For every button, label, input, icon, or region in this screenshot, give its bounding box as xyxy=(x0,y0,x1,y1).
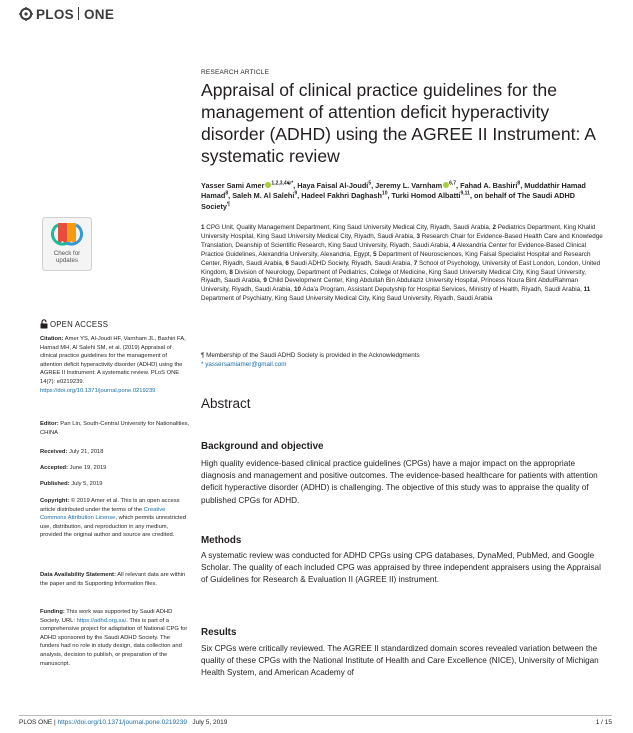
open-lock-icon xyxy=(40,319,48,329)
page-footer xyxy=(19,719,227,726)
author-separator: , xyxy=(371,181,376,190)
affiliation-text: School of Psychology, University of East London, London, United Kingdom, xyxy=(201,259,601,276)
author-entry xyxy=(392,191,474,200)
published-label: Published: xyxy=(40,481,70,487)
author-entry xyxy=(201,181,297,190)
methods-heading: Methods xyxy=(201,535,242,546)
affiliation-text: Pediatrics Department, King Khalid University Hospital, King Saud University Medical City, Riyadh, Saudi Arabia, xyxy=(201,224,596,240)
funding-label: Funding: xyxy=(40,609,65,615)
author-affiliation-marks: 6,7 xyxy=(449,180,457,187)
affiliation-text: Research Chair for Evidence-Based Health Care and Knowledge Translation, Deanship of Scientific Research, King Saud University, Riyadh, Saudi Arabia, xyxy=(201,232,603,249)
affiliation-text: Alexandria Center for Evidence-Based Clinical Practice Guidelines, Alexandria University, Alexandria, Egypt, xyxy=(201,241,587,258)
affiliation-text: Department of Psychiatry, King Saud University Medical City, King Saud University, Riyadh, Saudi Arabia xyxy=(201,295,493,303)
author-affiliation-marks: 5 xyxy=(368,180,372,187)
check-for-updates-line1: Check for xyxy=(53,250,81,257)
author-name[interactable]: Hadeel Fakhri Daghash xyxy=(301,191,382,201)
author-name[interactable]: Haya Faisal Al-Joudi xyxy=(297,181,369,190)
author-notes xyxy=(201,352,603,369)
author-separator: , xyxy=(469,191,474,201)
affiliation-text: CPG Unit, Quality Management Department, King Saud University Medical City, Riyadh, Saudi Arabia, xyxy=(206,224,493,231)
published-date: July 5, 2019 xyxy=(69,481,103,487)
citation-text: Amer YS, Al-Joudi HF, Varnham JL, Bashiri FA, Hamad MH, Al Salehi SM, et al. (2019) Appraisal of clinical practice guidelines for the management of attention deficit hyperactivity disorder (ADHD) using the AGREE II Instrument: A systematic review. PLoS ONE 14(7): e0219239. xyxy=(40,336,186,385)
author-separator: , xyxy=(387,191,392,201)
page-number: 1 / 15 xyxy=(595,719,612,726)
background-text: High quality evidence-based clinical practice guidelines (CPGs) have a major impact on the appropriate diagnosis and management and positive outcomes. The evidence-based healthcare for patients with attention deficit hyperactive disorder (ADHD) is challenging. The objective of this study was to appraise the quality of published CPGs for ADHD. xyxy=(201,459,598,505)
affiliation-number: 6 xyxy=(285,259,289,267)
footer-divider xyxy=(19,715,612,716)
copyright-text-end: , which permits unrestricted use, distribution, and reproduction in any medium, provided the original author and source are credited. xyxy=(40,515,186,539)
citation-doi-link[interactable]: https://doi.org/10.1371/journal.pone.0219239 xyxy=(40,387,156,394)
affiliation-number: 10 xyxy=(293,286,301,294)
copyright-label: Copyright: xyxy=(40,498,70,504)
citation-label: Citation: xyxy=(40,336,64,342)
accepted-label: Accepted: xyxy=(40,465,69,471)
author-name[interactable]: Turki Homod Albatti xyxy=(391,191,461,201)
author-entry xyxy=(301,191,391,200)
open-access-label: OPEN ACCESS xyxy=(50,319,109,329)
funding-text-end: . This is part of a comprehensive project for adaptation of National CPG for ADHD sponsored by the Saudi ADHD Society. The funders had no role in study design, data collection and analysis, decision to publish, or preparation of the manuscript. xyxy=(40,617,188,667)
author-separator: , xyxy=(293,181,298,190)
logo-plos: PLOS xyxy=(36,6,74,22)
citation-block xyxy=(40,335,190,395)
affiliation-number: 8 xyxy=(229,268,233,276)
received-block xyxy=(40,448,190,457)
author-name[interactable]: Fahad A. Bashiri xyxy=(460,181,518,190)
author-affiliation-marks: 1,2,3,4☯* xyxy=(271,180,294,187)
affiliation-entry xyxy=(285,260,413,267)
funding-url-link[interactable]: https://adhd.org.sa/ xyxy=(76,617,127,624)
article-type: RESEARCH ARTICLE xyxy=(201,69,270,76)
editor-text: Pan Lin, South-Central University for Nationalities, CHINA xyxy=(40,421,190,436)
editor-label: Editor: xyxy=(40,421,59,427)
author-affiliation-marks: 8 xyxy=(225,190,229,197)
methods-text: A systematic review was conducted for ADHD CPGs using CPG databases, DynaMed, PubMed, and Google Scholar. The quality of each included CPG was appraised by three independent appraisers using the Appraisal of Guidelines for Research & Evaluation II (AGREE II) instrument. xyxy=(201,551,601,585)
author-name[interactable]: Muddathir Hamad Hamad xyxy=(201,181,586,201)
author-separator: , xyxy=(456,181,461,190)
open-access-badge xyxy=(40,319,108,329)
affiliation-number: 2 xyxy=(492,224,496,231)
author-entry xyxy=(375,181,460,190)
editor-block xyxy=(40,420,190,437)
affiliation-text: Department of Neurosciences, King Faisal Specialist Hospital and Research Center, Riyadh, Saudi Arabia, xyxy=(201,250,591,267)
funding-text: This work was supported by Saudi ADHD Society. URL: xyxy=(40,609,173,624)
author-affiliation-marks: 9,11 xyxy=(460,190,470,197)
author-separator: , xyxy=(297,191,302,201)
data-availability-text: All relevant data are within the paper and its Supporting Information files. xyxy=(40,572,186,587)
copyright-block xyxy=(40,497,190,540)
results-text: Six CPGs were critically reviewed. The AGREE II standardized domain scores revealed variation between the quality of these CPGs with the National Institute of Health and Care Excellence (NICE), University of Michigan Health System, and American Academy of xyxy=(201,644,599,678)
author-name[interactable]: on behalf of The Saudi ADHD Society xyxy=(201,191,576,211)
logo-one: ONE xyxy=(83,6,115,22)
footer-separator: | xyxy=(52,719,58,726)
background-heading: Background and objective xyxy=(201,441,324,452)
author-affiliation-marks: 8 xyxy=(517,180,521,187)
accepted-block xyxy=(40,464,190,473)
corresponding-email[interactable]: * yassersamiamer@gmail.com xyxy=(201,360,287,368)
footer-doi-link[interactable]: https://doi.org/10.1371/journal.pone.0219239 xyxy=(57,719,187,726)
data-availability-label: Data Availability Statement: xyxy=(40,572,116,578)
affiliation-text: Saudi ADHD Society, Riyadh, Saudi Arabia, xyxy=(290,259,414,267)
affiliation-number: 3 xyxy=(416,232,420,240)
affiliation-text: Ada'a Program, Assistant Deputyship for Hospital Services, Ministry of Health, Riyadh, Saudi Arabia, xyxy=(302,286,584,294)
footer-journal: PLOS ONE xyxy=(19,719,53,726)
check-for-updates-line2: updates xyxy=(55,257,79,264)
affiliation-number: 9 xyxy=(263,277,267,285)
logo-divider xyxy=(78,7,79,20)
affiliation-number: 11 xyxy=(583,286,591,294)
author-affiliation-marks: 10 xyxy=(381,190,388,197)
plos-one-logo[interactable] xyxy=(19,5,114,23)
author-list xyxy=(201,181,601,212)
author-separator: , xyxy=(520,181,525,190)
results-heading: Results xyxy=(201,627,237,638)
abstract-heading: Abstract xyxy=(201,396,251,411)
author-name[interactable]: Yasser Sami Amer xyxy=(201,181,265,190)
check-for-updates-label xyxy=(42,250,92,264)
affiliation-number: 5 xyxy=(373,250,377,258)
author-entry xyxy=(460,181,524,190)
author-name[interactable]: Jeremy L. Varnham xyxy=(375,181,443,190)
author-name[interactable]: Saleh M. Al Salehi xyxy=(232,191,295,201)
affiliation-entry xyxy=(294,286,584,293)
author-separator: , xyxy=(228,191,233,201)
funding-block xyxy=(40,608,190,668)
data-availability-block xyxy=(40,571,190,588)
published-block xyxy=(40,480,190,489)
accepted-date: June 19, 2019 xyxy=(68,465,107,471)
copyright-text: © 2019 Amer et al. This is an open access article distributed under the terms of the xyxy=(40,498,180,513)
author-entry xyxy=(297,181,375,190)
author-entry xyxy=(232,191,301,200)
affiliation-text: Child Development Center, King Abdullah Bin Abdulaziz University Hospital, Princess Noura Bint AbdulRahman University, Riyadh, Saudi Arabia, xyxy=(201,277,578,294)
orcid-icon[interactable] xyxy=(443,182,449,188)
membership-note: ¶ Membership of the Saudi ADHD Society is provided in the Acknowledgments xyxy=(201,352,420,359)
footer-date: July 5, 2019 xyxy=(192,719,228,726)
affiliation-number: 1 xyxy=(201,224,205,231)
plos-logo-icon xyxy=(19,7,33,21)
article-title: Appraisal of clinical practice guidelines for the management of attention deficit hyperactivity disorder (ADHD) using the AGREE II Instrument: A systematic review xyxy=(201,80,596,166)
author-affiliation-marks: 9 xyxy=(294,190,298,197)
author-affiliation-marks: ¶ xyxy=(226,201,230,208)
affiliations xyxy=(201,224,603,304)
received-date: July 21, 2018 xyxy=(67,449,104,455)
affiliation-entry xyxy=(201,224,492,231)
received-label: Received: xyxy=(40,449,68,455)
affiliation-number: 7 xyxy=(413,259,418,267)
affiliation-text: Division of Neurology, Department of Pediatrics, College of Medicine, King Saud University Medical City, King Saud University, Riyadh, Saudi Arabia, xyxy=(201,268,587,285)
license-link[interactable]: Creative Commons Attribution License xyxy=(40,506,166,522)
affiliation-number: 4 xyxy=(451,241,456,249)
